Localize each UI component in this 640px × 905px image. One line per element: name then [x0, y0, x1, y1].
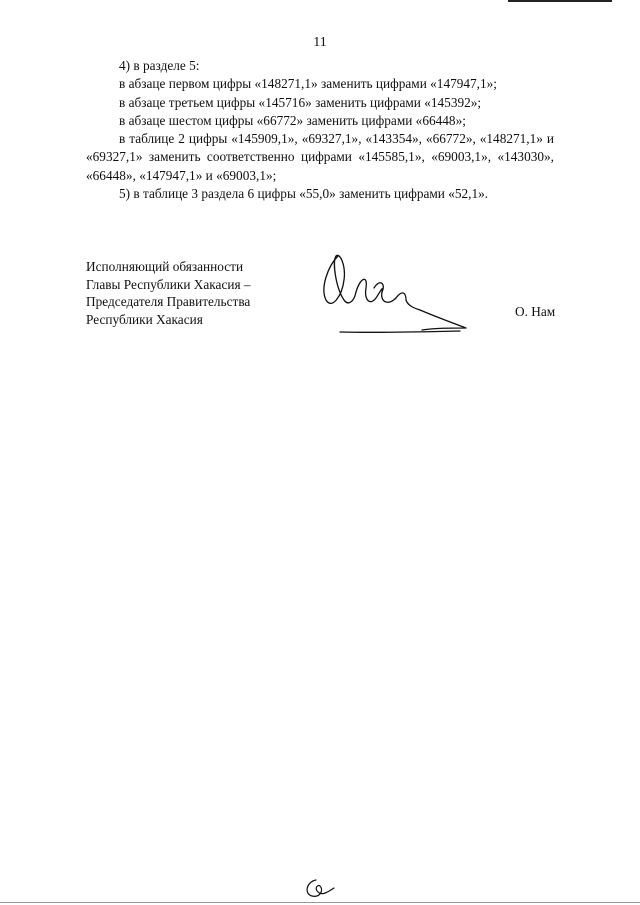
signatory-title-line: Главы Республики Хакасия – [86, 276, 251, 292]
paragraph-section-5: 4) в разделе 5: [119, 58, 200, 73]
paragraph-section-6: 5) в таблице 3 раздела 6 цифры «55,0» заменить цифрами «52,1». [119, 186, 489, 202]
signatory-title-line: Председателя Правительства [86, 294, 251, 309]
document-body [86, 57, 554, 203]
signer-name: О. Нам [515, 304, 556, 319]
paragraph-sixth-abzac: в абзаце шестом цифры «66772» заменить цифрами «66448»; [119, 112, 466, 128]
paragraph-first-abzac: в абзаце первом цифры «148271,1» заменить цифрами «147947,1»; [119, 76, 498, 92]
signatory-title-line: Республики Хакасия [86, 311, 203, 327]
bottom-edge-line [0, 902, 640, 903]
signatory-title-line: Исполняющий обязанности [86, 259, 244, 274]
paragraph-third-abzac: в абзаце третьем цифры «145716» заменить цифрами «145392»; [119, 94, 482, 110]
handwritten-signature [310, 248, 480, 343]
signatory-title [86, 258, 251, 328]
page-number: 11 [313, 35, 327, 50]
top-edge-line [508, 0, 612, 2]
handwritten-mark [300, 876, 340, 900]
paragraph-table-2: в таблице 2 цифры «145909,1», «69327,1», «143354», «66772», «148271,1» и «69327,1» заменить соответственно цифрами «145585,1», «69003,1», «143030», «66448», «147947,1» и «69003,1»; [86, 131, 554, 183]
